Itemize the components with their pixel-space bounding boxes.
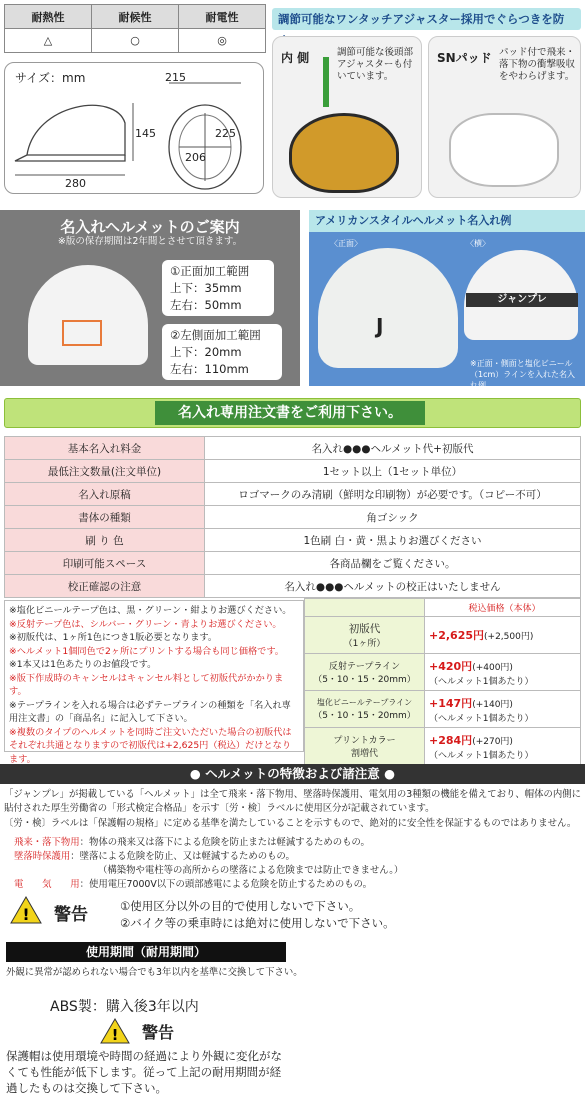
resistance-header: 耐電性 xyxy=(179,5,266,29)
american-caption: ※正面・側面と塩化ビニール（1cm）ラインを入れた名入れ例。 xyxy=(470,359,576,390)
note: ※反射テープ色は、シルバー・グリーン・青よりお選びください。 xyxy=(9,618,282,630)
side-range-title: ②左側面加工範囲 xyxy=(170,328,261,342)
order-value: ロゴマークのみ清刷（鮮明な印刷物）が必要です。（コピー不可） xyxy=(205,483,581,506)
note: ※複数のタイプのヘルメットを同時ご注文いただいた場合の初版代はそれぞれ共通となりますので初版代は+2,625円（税込）だけとなります。 xyxy=(9,726,292,765)
resistance-value: △ xyxy=(5,29,92,53)
price-label xyxy=(305,654,425,691)
use-key: 電 気 用 xyxy=(14,879,80,890)
front-range-h: 左右：50mm xyxy=(170,298,242,312)
front-range-box xyxy=(162,260,274,316)
price-note: （ヘルメット1個あたり） xyxy=(429,676,534,687)
order-label: 書体の種類 xyxy=(5,506,205,529)
size-dim: 206 xyxy=(185,151,206,164)
price-label-text: 初版代 xyxy=(348,623,381,635)
order-label: 名入れ原稿 xyxy=(5,483,205,506)
pad-image xyxy=(449,113,559,187)
features-p2: 〔労・検〕ラベルは「保護帽の規格」に定める基準を満たしていることを示すもので、絶対的に安全性を保証するものではありません。 xyxy=(4,818,577,829)
helmet-inner-image xyxy=(289,113,399,193)
price-value: +147円 xyxy=(429,696,473,710)
front-range-v: 上下：35mm xyxy=(170,281,242,295)
svg-text:!: ! xyxy=(111,1026,119,1044)
life-text: 外観に異常が認められない場合でも3年以内を基準に交換して下さい。 xyxy=(6,967,303,978)
note: ※ヘルメット1個同色で2ヶ所にプリントする場合も同じ価格です。 xyxy=(9,645,284,657)
order-label: 最低注文数量(注文単位) xyxy=(5,460,205,483)
american-side-tag: 〈横〉 xyxy=(466,239,490,248)
size-dim: 280 xyxy=(65,177,86,190)
order-value: 各商品欄をご覧ください。 xyxy=(205,552,581,575)
size-dim: 215 xyxy=(165,71,186,84)
price-base: (+270円) xyxy=(472,736,513,747)
side-range-h: 左右：110mm xyxy=(170,362,249,376)
price-label-sub: （5・10・15・20mm） xyxy=(313,711,416,721)
price-label-text: 塩化ビニールテープライン xyxy=(316,698,413,707)
life-warning-text: 保護帽は使用環境や時間の経過により外観に変化がなくても性能が低下します。従って上記の耐用期間が経過したものは交換して下さい。 xyxy=(6,1049,282,1095)
warning-item: ①使用区分以外の目的で使用しないで下さい。 xyxy=(120,899,361,913)
note: ※1本又は1色あたりのお値段です。 xyxy=(9,659,157,670)
life-warning-label: 警告 xyxy=(142,1023,175,1042)
order-value: 角ゴシック xyxy=(205,506,581,529)
features-title: ● ヘルメットの特徴および諸注意 ● xyxy=(0,764,585,784)
warning-icon xyxy=(100,1018,130,1044)
size-dim: 225 xyxy=(215,127,236,140)
american-title: アメリカンスタイルヘルメット名入れ例 xyxy=(309,210,585,232)
american-side-text: ジャンプレ xyxy=(466,293,578,307)
price-value: +284円 xyxy=(429,733,473,747)
size-dim: 145 xyxy=(135,127,156,140)
order-value: 名入れ●●●ヘルメットの校正はいたしません xyxy=(205,575,581,598)
warning-list xyxy=(120,898,395,932)
front-range-title: ①正面加工範囲 xyxy=(170,264,250,278)
naire-title: 名入れヘルメットのご案内 xyxy=(60,218,240,236)
price-header: 税込価格（本体） xyxy=(425,599,581,617)
american-front-letter: J xyxy=(376,314,384,338)
warning-item: ②バイク等の乗車時には絶対に使用しないで下さい。 xyxy=(120,916,395,930)
order-label: 基本名入れ料金 xyxy=(5,437,205,460)
american-front-tag: 〈正面〉 xyxy=(330,239,362,248)
note: ※塩化ビニールテープ色は、黒・グリーン・紺よりお選びください。 xyxy=(9,605,292,616)
svg-text:!: ! xyxy=(22,905,30,924)
resistance-table xyxy=(4,4,266,53)
use-key: 墜落時保護用 xyxy=(14,851,71,862)
arrow-down-icon xyxy=(323,57,329,107)
order-label: 印刷可能スペース xyxy=(5,552,205,575)
front-area xyxy=(62,320,102,346)
side-range-v: 上下：20mm xyxy=(170,345,242,359)
price-base: (+400円) xyxy=(472,662,513,673)
order-label: 校正確認の注意 xyxy=(5,575,205,598)
price-value: +2,625円 xyxy=(429,629,485,642)
inner-text: 調節可能な後頭部アジャスターも付いています。 xyxy=(337,47,414,82)
features-uses xyxy=(14,836,579,892)
price-label xyxy=(305,728,425,765)
price-table xyxy=(304,598,581,765)
price-label xyxy=(305,691,425,728)
resistance-value: ◎ xyxy=(179,29,266,53)
price-label-text: 反射テープライン xyxy=(328,662,401,672)
warning-icon xyxy=(10,896,42,924)
notes-box xyxy=(4,600,304,765)
life-title: 使用期間（耐用期間） xyxy=(6,942,286,962)
size-diagram xyxy=(4,62,264,194)
order-banner: 名入れ専用注文書をご利用下さい。 xyxy=(155,401,425,425)
use-value: （構築物や電柱等の高所からの墜落による危険までは防止できません。） xyxy=(98,865,404,876)
note: ※初版代は、1ヶ所1色につき1版必要となります。 xyxy=(9,632,218,643)
price-note: （ヘルメット1個あたり） xyxy=(429,713,534,724)
order-value: 1セット以上（1セット単位） xyxy=(205,460,581,483)
size-label: サイズ：mm xyxy=(15,71,86,85)
use-key: 飛来・落下物用 xyxy=(14,837,80,848)
price-label-sub: 割増代 xyxy=(350,749,378,759)
inner-title: 内 側 xyxy=(281,51,310,65)
warning-label: 警告 xyxy=(54,905,88,925)
note: ※版下作成時のキャンセルはキャンセル料として初版代がかかります。 xyxy=(9,672,284,697)
order-value: 名入れ●●●ヘルメット代+初版代 xyxy=(205,437,581,460)
pad-title: SNパッド xyxy=(437,51,492,65)
use-value: ：物体の飛来又は落下による危険を防止または軽減するためのもの。 xyxy=(79,837,370,848)
price-note: （ヘルメット1個あたり） xyxy=(429,750,534,761)
resistance-header: 耐候性 xyxy=(92,5,179,29)
note: ※テープラインを入れる場合は必ずテープラインの種類を「名入れ専用注文書」の「商品名」に記入して下さい。 xyxy=(9,699,291,724)
price-base: (+2,500円) xyxy=(484,632,534,642)
pad-text: パッド付で飛来・落下物の衝撃吸収をやわらげます。 xyxy=(499,47,576,82)
use-value: ：使用電圧7000V以下の頭部感電による危険を防止するためのもの。 xyxy=(79,879,373,890)
price-label-text: プリントカラー xyxy=(333,736,396,746)
price-base: (+140円) xyxy=(472,699,513,710)
order-value: 1色刷 白・黄・黒よりお選びください xyxy=(205,529,581,552)
side-range-box xyxy=(162,324,282,380)
resistance-value: ○ xyxy=(92,29,179,53)
naire-sub: ※版の保存期間は2年間とさせて頂きます。 xyxy=(57,236,243,247)
life-abs: ABS製：購入後3年以内 xyxy=(50,999,199,1015)
pad-panel xyxy=(428,36,581,198)
order-table xyxy=(4,436,581,598)
features-p1: 「ジャンプレ」が掲載している「ヘルメット」は全て飛来・落下物用、墜落時保護用、電気用の3種類の機能を備えており、帽体の内側に貼付された厚生労働省の「形式検定合格品」を示す〔労・検〕ラベルに使用区分が記載されています。 xyxy=(4,789,582,814)
price-label xyxy=(305,617,425,654)
price-label-sub: （5・10・15・20mm） xyxy=(313,675,416,685)
inner-panel xyxy=(272,36,422,198)
order-label: 刷 り 色 xyxy=(5,529,205,552)
price-value: +420円 xyxy=(429,659,473,673)
use-value: ：墜落による危険を防止、又は軽減するためのもの。 xyxy=(70,851,295,862)
resistance-header: 耐熱性 xyxy=(5,5,92,29)
adjuster-headline: 調節可能なワンタッチアジャスター採用でぐらつきを防 xyxy=(272,8,581,30)
price-label-sub: （1ヶ所） xyxy=(343,639,386,649)
